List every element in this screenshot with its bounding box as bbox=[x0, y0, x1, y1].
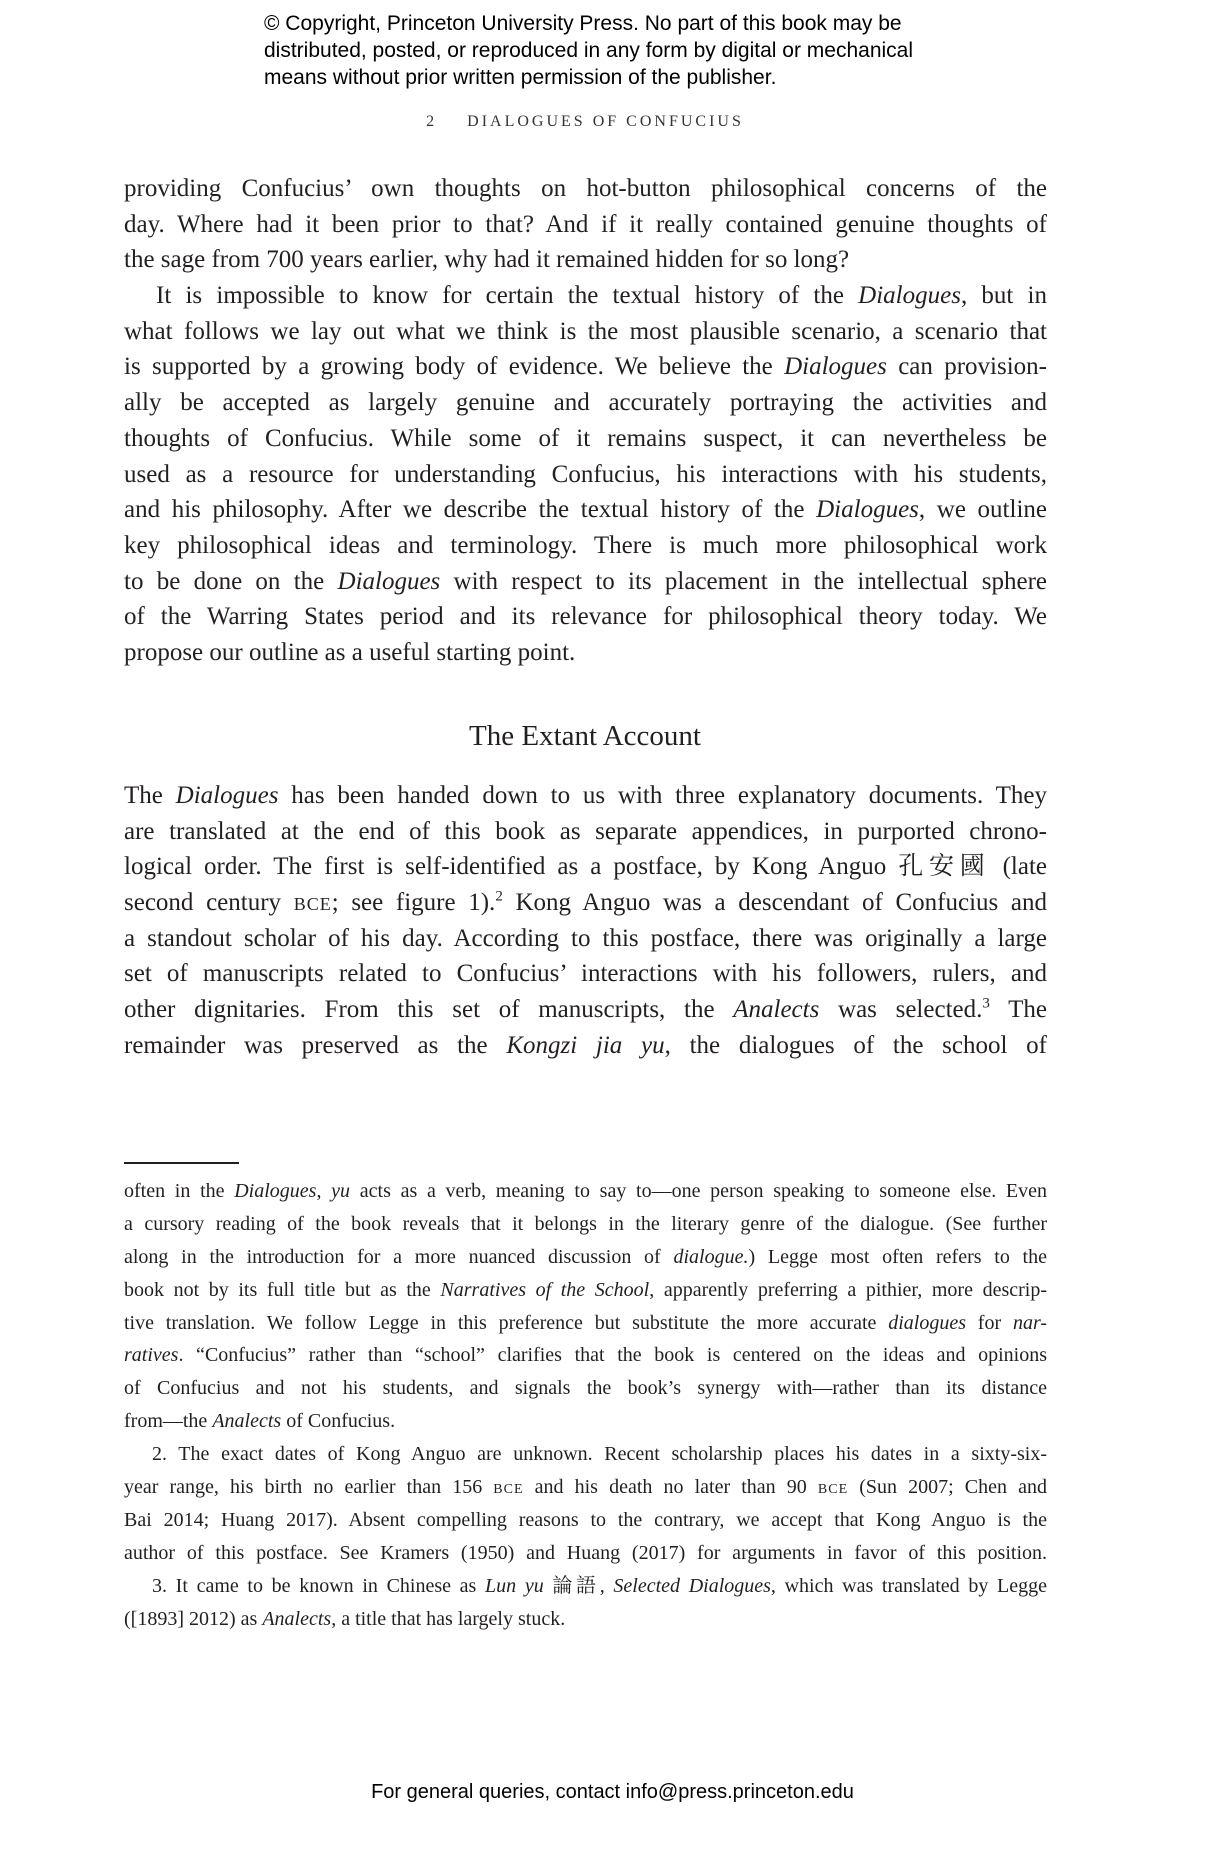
text-run: The bbox=[989, 996, 1047, 1024]
text-run: providing Confucius’ own thoughts on hot-button philosophical concerns of the bbox=[124, 175, 1047, 202]
text-run: can provision- bbox=[886, 353, 1047, 381]
text-line bbox=[124, 849, 1047, 885]
small-caps-run: bce bbox=[293, 889, 332, 917]
italic-run: Lun yu bbox=[485, 1574, 544, 1597]
text-run: ; see figure 1). bbox=[331, 889, 496, 917]
italic-run: Analects bbox=[262, 1607, 332, 1630]
page-number: 2 bbox=[426, 113, 438, 130]
text-run: Bai 2014; Huang 2017). Absent compelling reasons to the contrary, we accept that Kong Anguo is the bbox=[124, 1508, 1047, 1531]
text-line bbox=[124, 1570, 1047, 1603]
text-run: second century bbox=[124, 889, 294, 917]
body-text-top bbox=[124, 171, 1047, 671]
text-run: other dignitaries. From this set of manuscripts, the bbox=[124, 996, 734, 1024]
text-run: ally be accepted as largely genuine and accurately portraying the activities and bbox=[124, 389, 1047, 417]
book-title: DIALOGUES OF CONFUCIUS bbox=[467, 113, 744, 130]
text-run: author of this postface. See Kramers (1950) and Huang (2017) for arguments in favor of this position. bbox=[124, 1541, 1047, 1564]
italic-run: Dialogues bbox=[337, 567, 441, 595]
text-line bbox=[124, 1307, 1047, 1340]
text-run: along in the introduction for a more nuanced discussion of bbox=[124, 1245, 674, 1268]
text-line bbox=[124, 1339, 1047, 1372]
italic-run: Dialogues bbox=[234, 1180, 317, 1202]
text-run: ([1893] 2012) as bbox=[124, 1607, 263, 1630]
italic-run: Dialogues bbox=[816, 496, 919, 524]
italic-run: Dialogues bbox=[175, 782, 279, 809]
section-heading: The Extant Account bbox=[469, 720, 701, 752]
text-line bbox=[124, 1274, 1047, 1307]
text-line bbox=[124, 564, 1047, 600]
copyright-line: means without prior written permission of the publisher. bbox=[264, 66, 777, 89]
text-line bbox=[124, 1471, 1047, 1504]
italic-run: ratives bbox=[124, 1344, 179, 1367]
text-run: of Confucius. bbox=[281, 1410, 396, 1433]
footnote-ref: 3 bbox=[982, 995, 990, 1012]
text-run: , but in bbox=[960, 282, 1047, 310]
text-run: , a title that has largely stuck. bbox=[331, 1607, 566, 1630]
text-run: logical order. The first is self-identified as a postface, by Kong Anguo 孔安國 (late bbox=[124, 853, 1047, 881]
italic-run: Dialogues bbox=[858, 282, 961, 310]
text-line bbox=[124, 528, 1047, 564]
text-run: , bbox=[316, 1180, 332, 1202]
text-line bbox=[124, 1603, 1047, 1636]
text-line bbox=[124, 421, 1047, 457]
small-caps-run: bce bbox=[493, 1476, 524, 1499]
text-run: what follows we lay out what we think is the most plausible scenario, a scenario that bbox=[124, 317, 1047, 345]
footnotes bbox=[124, 1175, 1047, 1635]
text-run: a standout scholar of his day. According to this postface, there was originally a large bbox=[124, 924, 1047, 952]
text-line bbox=[124, 1208, 1047, 1241]
text-run: of the Warring States period and its relevance for philosophical theory today. We bbox=[124, 603, 1047, 631]
text-run: ) Legge most often refers to the bbox=[748, 1245, 1047, 1268]
text-line bbox=[124, 956, 1047, 992]
italic-run: Narratives of the School bbox=[440, 1278, 650, 1301]
text-run: with respect to its placement in the intellectual sphere bbox=[440, 567, 1047, 595]
text-line bbox=[124, 1372, 1047, 1405]
italic-run: dialogues bbox=[888, 1311, 966, 1334]
text-line bbox=[124, 171, 1047, 207]
text-line bbox=[124, 635, 1047, 671]
italic-run: Analects bbox=[733, 996, 820, 1024]
running-head bbox=[0, 113, 1170, 131]
copyright-line: distributed, posted, or reproduced in any form by digital or mechanical bbox=[264, 39, 914, 62]
text-line bbox=[124, 314, 1047, 350]
text-line bbox=[124, 492, 1047, 528]
text-run: set of manuscripts related to Confucius’ interactions with his followers, rulers, and bbox=[124, 960, 1047, 988]
footnote-ref: 2 bbox=[495, 888, 503, 905]
italic-run: yu bbox=[331, 1180, 351, 1202]
text-line bbox=[124, 385, 1047, 421]
text-line bbox=[124, 1241, 1047, 1274]
text-run: the sage from 700 years earlier, why had it remained hidden for so long? bbox=[124, 246, 850, 274]
text-run: remainder was preserved as the bbox=[124, 1031, 507, 1059]
text-line bbox=[124, 885, 1047, 921]
text-line bbox=[124, 1504, 1047, 1537]
text-run: day. Where had it been prior to that? And if it really contained genuine thoughts of bbox=[124, 210, 1047, 238]
text-run: a cursory reading of the book reveals that it belongs in the literary genre of the dialogue. (See further bbox=[124, 1212, 1047, 1235]
text-run: 3. It came to be known in Chinese as bbox=[152, 1574, 486, 1597]
text-line bbox=[124, 778, 1047, 814]
text-line bbox=[124, 921, 1047, 957]
italic-run: nar- bbox=[1012, 1311, 1047, 1334]
italic-run: Dialogues bbox=[784, 353, 887, 381]
italic-run: Selected Dialogues bbox=[613, 1574, 771, 1597]
text-run: 2. The exact dates of Kong Anguo are unknown. Recent scholarship places his dates in a sixty-six- bbox=[152, 1443, 1047, 1466]
text-run: , apparently preferring a pithier, more descrip- bbox=[649, 1278, 1047, 1301]
text-run: The bbox=[124, 782, 176, 809]
text-run: thoughts of Confucius. While some of it remains suspect, it can nevertheless be bbox=[124, 424, 1047, 452]
text-line bbox=[124, 1438, 1047, 1471]
italic-run: Kongzi jia yu bbox=[506, 1031, 665, 1059]
text-run: year range, his birth no earlier than 156 bbox=[124, 1476, 494, 1499]
text-run: to be done on the bbox=[124, 567, 338, 595]
italic-run: Analects bbox=[212, 1410, 282, 1433]
text-line bbox=[124, 1537, 1047, 1570]
copyright-notice bbox=[264, 10, 913, 91]
text-run: from—the bbox=[124, 1410, 213, 1433]
text-line bbox=[124, 599, 1047, 635]
text-run: 論語, bbox=[543, 1574, 614, 1597]
text-line bbox=[124, 992, 1047, 1028]
text-run: propose our outline as a useful starting point. bbox=[124, 638, 576, 666]
text-line bbox=[124, 278, 1047, 314]
footnote-rule bbox=[124, 1162, 239, 1164]
italic-run: dialogue. bbox=[673, 1245, 749, 1268]
text-run: is supported by a growing body of evidence. We believe the bbox=[124, 353, 785, 381]
text-run: . “Confucius” rather than “school” clarifies that the book is centered on the ideas and opinions bbox=[178, 1344, 1047, 1367]
body-text-section bbox=[124, 778, 1047, 1064]
text-line bbox=[124, 242, 1047, 278]
text-run: book not by its full title but as the bbox=[124, 1278, 441, 1301]
text-run: are translated at the end of this book as separate appendices, in purported chrono- bbox=[124, 817, 1047, 845]
text-run: key philosophical ideas and terminology. There is much more philosophical work bbox=[124, 531, 1047, 559]
text-run: used as a resource for understanding Confucius, his interactions with his students, bbox=[124, 460, 1047, 488]
text-run: tive translation. We follow Legge in this preference but substitute the more accurate bbox=[124, 1311, 889, 1334]
text-run: , which was translated by Legge bbox=[770, 1574, 1047, 1597]
text-line bbox=[124, 1405, 1047, 1438]
text-line bbox=[124, 814, 1047, 850]
text-run: (Sun 2007; Chen and bbox=[848, 1476, 1047, 1499]
text-line bbox=[124, 207, 1047, 243]
small-caps-run: bce bbox=[817, 1476, 849, 1499]
text-line bbox=[124, 457, 1047, 493]
footer-contact: For general queries, contact info@press.princeton.edu bbox=[371, 1781, 854, 1803]
text-line bbox=[124, 349, 1047, 385]
text-run: and his philosophy. After we describe the textual history of the bbox=[124, 496, 817, 524]
text-run: acts as a verb, meaning to say to—one person speaking to someone else. Even bbox=[350, 1180, 1048, 1202]
copyright-line: © Copyright, Princeton University Press. No part of this book may be bbox=[264, 12, 902, 35]
text-run: , we outline bbox=[918, 496, 1047, 524]
text-run: of Confucius and not his students, and signals the book’s synergy with—rather than its distance bbox=[124, 1377, 1047, 1400]
text-run: , the dialogues of the school of bbox=[664, 1031, 1047, 1059]
text-run: for bbox=[965, 1311, 1013, 1334]
text-run: often in the bbox=[124, 1180, 235, 1202]
text-run: has been handed down to us with three explanatory documents. They bbox=[278, 782, 1047, 809]
text-run: was selected. bbox=[819, 996, 983, 1024]
text-run: and his death no later than 90 bbox=[523, 1476, 818, 1499]
text-line bbox=[124, 1028, 1047, 1064]
text-run: It is impossible to know for certain the textual history of the bbox=[156, 282, 859, 310]
text-run: Kong Anguo was a descendant of Confucius and bbox=[502, 889, 1047, 917]
text-line bbox=[124, 1175, 1047, 1208]
